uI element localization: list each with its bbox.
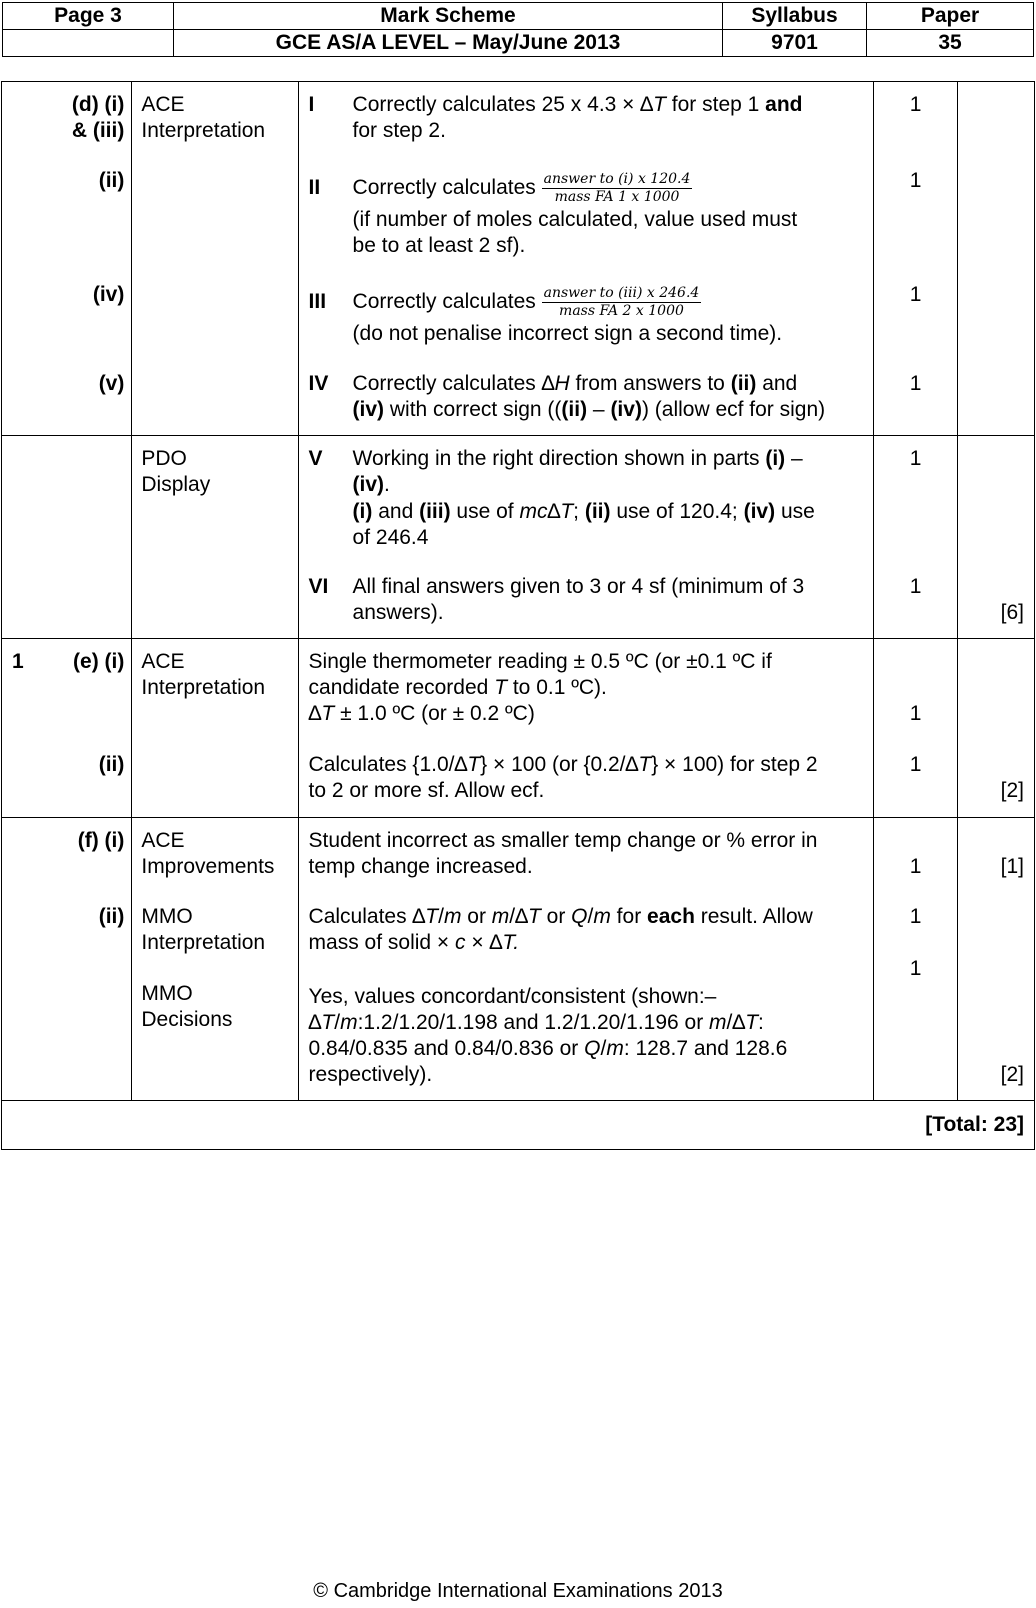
- answer-text: Yes, values concordant/consistent (shown:–: [308, 985, 717, 1008]
- answer-text: to 2 or more sf. Allow ecf.: [308, 779, 545, 802]
- table-row: [2, 639, 1035, 818]
- fraction: $\frac{\text{answer to (i) x 120.4}}{\text{mass FA 1 x 1000}}$: [543, 170, 691, 205]
- question-ref: (iv): [92, 283, 125, 306]
- total-marks: [6]: [1000, 601, 1024, 624]
- mark-value: 1: [909, 957, 922, 980]
- point-text: (do not penalise incorrect sign a second time).: [352, 322, 783, 345]
- exam-name: GCE AS/A LEVEL – May/June 2013: [174, 30, 723, 57]
- mark-value: 1: [909, 575, 922, 598]
- point-text: of 246.4: [352, 526, 429, 549]
- paper-label: Paper: [867, 3, 1034, 30]
- mark-value: 1: [909, 753, 922, 776]
- answer-text: Single thermometer reading ± 0.5 ºC (or ±0.1 ºC if: [308, 650, 772, 673]
- mark-value: 1: [909, 283, 922, 306]
- point-text: (iv).: [352, 473, 390, 496]
- question-ref: & (iii): [71, 119, 125, 142]
- answer-text: temp change increased.: [308, 855, 533, 878]
- point-text: (i) and (iii) use of mc∆T; (ii) use of 120.4; (iv) use: [352, 500, 815, 523]
- header-empty: [3, 30, 174, 57]
- point-text: for step 2.: [352, 119, 446, 142]
- point-number: V: [308, 447, 323, 470]
- table-row: [2, 82, 1035, 436]
- doc-title: Mark Scheme: [174, 3, 723, 30]
- total-marks: [1]: [1000, 855, 1024, 878]
- answer-text: 0.84/0.835 and 0.84/0.836 or Q/m: 128.7 and 128.6: [308, 1037, 788, 1060]
- point-text: All final answers given to 3 or 4 sf (minimum of 3: [352, 575, 805, 598]
- point-text: answers).: [352, 601, 444, 624]
- point-text: Correctly calculates $\frac{\text{answer to (i) x 120.4}}{\text{mass FA 1 x 1000}}$: [352, 170, 691, 205]
- answer-text: Calculates ∆T/m or m/∆T or Q/m for each result. Allow: [308, 905, 813, 928]
- question-ref: (d) (i): [71, 93, 125, 116]
- mark-value: 1: [909, 702, 922, 725]
- skill-label: Interpretation: [141, 676, 266, 699]
- table-row: [2, 436, 1035, 639]
- point-number: IV: [308, 372, 329, 395]
- syllabus-code: 9701: [723, 30, 867, 57]
- point-number: VI: [308, 575, 329, 598]
- fraction: $\frac{\text{answer to (iii) x 246.4}}{\text{mass FA 2 x 1000}}$: [543, 284, 700, 319]
- skill-label: MMO: [141, 905, 193, 928]
- question-ref: (v): [98, 372, 125, 395]
- total-marks: [2]: [1000, 1063, 1024, 1086]
- question-ref: (f) (i): [77, 829, 125, 852]
- question-ref: (ii): [98, 905, 125, 928]
- question-ref: (ii): [98, 753, 125, 776]
- page-number: Page 3: [3, 3, 174, 30]
- answer-text: ∆T ± 1.0 ºC (or ± 0.2 ºC): [308, 702, 535, 725]
- point-text: Correctly calculates ∆H from answers to (ii) and: [352, 372, 798, 395]
- answer-text: respectively).: [308, 1063, 433, 1086]
- mark-value: 1: [909, 372, 922, 395]
- point-number: I: [308, 93, 315, 116]
- skill-label: ACE: [141, 829, 185, 852]
- mark-value: 1: [909, 447, 922, 470]
- point-number: II: [308, 176, 321, 199]
- skill-label: Improvements: [141, 855, 275, 878]
- mark-value: 1: [909, 905, 922, 928]
- point-text: (iv) with correct sign (((ii) – (iv)) (allow ecf for sign): [352, 398, 826, 421]
- point-text: Correctly calculates 25 x 4.3 × ∆T for step 1 and: [352, 93, 803, 116]
- skill-label: Display: [141, 473, 211, 496]
- answer-text: candidate recorded T to 0.1 ºC).: [308, 676, 607, 699]
- skill-label: ACE: [141, 650, 185, 673]
- skill-label: MMO: [141, 982, 193, 1005]
- question-number: 1: [12, 650, 24, 673]
- mark-value: 1: [909, 93, 922, 116]
- skill-label: PDO: [141, 447, 187, 470]
- mark-value: 1: [909, 855, 922, 878]
- answer-text: ∆T/m:1.2/1.20/1.198 and 1.2/1.20/1.196 or m/∆T:: [308, 1011, 764, 1034]
- copyright-footer: © Cambridge International Examinations 2013: [313, 1580, 723, 1602]
- point-number: III: [308, 290, 327, 313]
- point-text: Working in the right direction shown in parts (i) –: [352, 447, 803, 470]
- point-text: be to at least 2 sf).: [352, 234, 526, 257]
- table-row: [2, 818, 1035, 1101]
- mark-scheme-table: [1, 81, 1035, 1150]
- skill-label: Interpretation: [141, 931, 266, 954]
- skill-label: Interpretation: [141, 119, 266, 142]
- answer-text: mass of solid × c × ∆T.: [308, 931, 520, 954]
- mark-value: 1: [909, 169, 922, 192]
- grand-total: [Total: 23]: [925, 1113, 1024, 1136]
- total-marks: [2]: [1000, 779, 1024, 802]
- syllabus-label: Syllabus: [723, 3, 867, 30]
- answer-text: Student incorrect as smaller temp change or % error in: [308, 829, 818, 852]
- paper-number: 35: [867, 30, 1034, 57]
- total-row: [2, 1101, 1035, 1150]
- point-text: (if number of moles calculated, value used must: [352, 208, 798, 231]
- answer-text: Calculates {1.0/∆T} × 100 (or {0.2/∆T} × 100) for step 2: [308, 753, 818, 776]
- question-ref: (ii): [98, 169, 125, 192]
- header-table: [2, 2, 1034, 57]
- skill-label: ACE: [141, 93, 185, 116]
- skill-label: Decisions: [141, 1008, 233, 1031]
- question-ref: (e) (i): [73, 650, 125, 673]
- point-text: Correctly calculates $\frac{\text{answer to (iii) x 246.4}}{\text{mass FA 2 x 1000}}$: [352, 284, 700, 319]
